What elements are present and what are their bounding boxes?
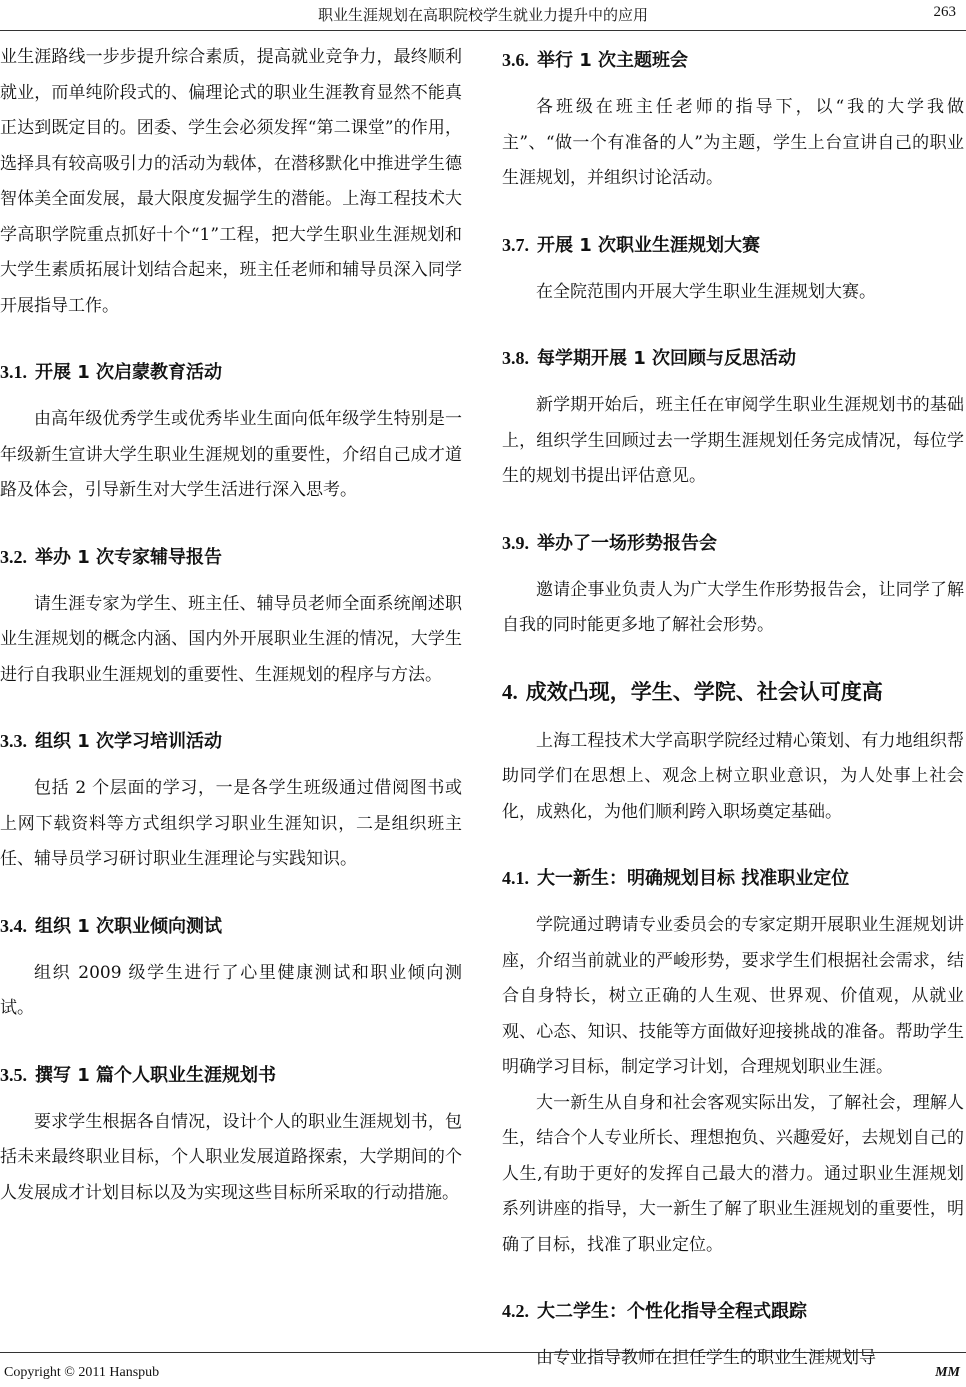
section-number: 4. bbox=[502, 679, 518, 704]
page-footer bbox=[0, 1352, 966, 1387]
section-paragraph: 包括 2 个层面的学习，一是各学生班级通过借阅图书或上网下载资料等方式组织学习职业生涯知识，二是组织班主任、辅导员学习研讨职业生涯理论与实践知识。 bbox=[0, 778, 462, 869]
section-heading-4-2 bbox=[502, 1299, 964, 1324]
section-number: 3.1. bbox=[0, 362, 27, 382]
section-heading-3-8 bbox=[502, 346, 964, 371]
section-paragraph: 由专业指导教师在担任学生的职业生涯规划导 bbox=[536, 1348, 876, 1368]
section-heading-3-1 bbox=[0, 360, 462, 385]
intro-paragraph: 业生涯路线一步步提升综合素质，提高就业竞争力，最终顺利就业，而单纯阶段式的、偏理论式的职业生涯教育显然不能真正达到既定目的。团委、学生会必须发挥“第二课堂”的作用，选择具有较高吸引力的活动为载体，在潜移默化中推进学生德智体美全面发展，最大限度发掘学生的潜能。上海工程技术大学高职学院重点抓好十个“1”工程，把大学生职业生涯规划和大学生素质拓展计划结合起来，班主任老师和辅导员深入同学开展指导工作。 bbox=[0, 47, 462, 316]
section-number: 3.7. bbox=[502, 234, 529, 255]
section-paragraph: 上海工程技术大学高职学院经过精心策划、有力地组织帮助同学们在思想上、观念上树立职业意识，为人处事上社会化，成熟化，为他们顺利跨入职场奠定基础。 bbox=[502, 730, 964, 822]
section-paragraph: 大一新生从自身和社会客观实际出发，了解社会，理解人生，结合个人专业所长、理想抱负、兴趣爱好，去规划自己的人生,有助于更好的发挥自己最大的潜力。通过职业生涯规划系列讲座的指导，大一新生了解了职业生涯规划的重要性，明确了目标，找准了职业定位。 bbox=[502, 1092, 964, 1255]
section-title: 开展 1 次职业生涯规划大赛 bbox=[537, 234, 761, 256]
page-header bbox=[0, 0, 966, 31]
section-paragraph: 新学期开始后，班主任在审阅学生职业生涯规划书的基础上，组织学生回顾过去一学期生涯规划任务完成情况，每位学生的规划书提出评估意见。 bbox=[502, 395, 964, 486]
section-paragraph: 由高年级优秀学生或优秀毕业生面向低年级学生特别是一年级新生宣讲大学生职业生涯规划的重要性，介绍自己成才道路及体会，引导新生对大学生活进行深入思考。 bbox=[0, 409, 462, 500]
section-paragraph: 邀请企事业负责人为广大学生作形势报告会，让同学了解自我的同时能更多地了解社会形势。 bbox=[502, 579, 964, 635]
section-number: 4.2. bbox=[502, 1301, 529, 1321]
section-title: 组织 1 次职业倾向测试 bbox=[35, 915, 223, 937]
section-heading-3-4 bbox=[0, 914, 462, 939]
section-title: 成效凸现，学生、学院、社会认可度高 bbox=[525, 679, 883, 704]
section-heading-3-2 bbox=[0, 545, 462, 570]
section-title: 举办了一场形势报告会 bbox=[537, 532, 717, 554]
journal-abbreviation: MM bbox=[935, 1365, 960, 1380]
copyright-notice: Copyright © 2011 Hanspub bbox=[4, 1365, 160, 1380]
section-heading-4 bbox=[502, 678, 964, 706]
section-title: 举办 1 次专家辅导报告 bbox=[35, 546, 223, 568]
section-number: 3.6. bbox=[502, 50, 529, 70]
section-number: 4.1. bbox=[502, 868, 529, 888]
section-paragraph: 各班级在班主任老师的指导下，以“我的大学我做主”、“做一个有准备的人”为主题，学生上台宣讲自己的职业生涯规划，并组织讨论活动。 bbox=[502, 97, 964, 188]
section-number: 3.8. bbox=[502, 348, 529, 368]
section-number: 3.4. bbox=[0, 915, 27, 936]
section-paragraph: 组织 2009 级学生进行了心里健康测试和职业倾向测试。 bbox=[0, 962, 462, 1018]
section-number: 3.9. bbox=[502, 532, 529, 553]
section-heading-3-3 bbox=[0, 729, 462, 754]
section-heading-4-1 bbox=[502, 866, 964, 891]
section-title: 每学期开展 1 次回顾与反思活动 bbox=[537, 348, 797, 369]
section-title: 大一新生：明确规划目标 找准职业定位 bbox=[537, 868, 850, 889]
running-title: 职业生涯规划在高职院校学生就业力提升中的应用 bbox=[317, 6, 648, 24]
section-title: 举行 1 次主题班会 bbox=[537, 50, 689, 71]
section-heading-3-5 bbox=[0, 1063, 462, 1088]
section-number: 3.2. bbox=[0, 546, 27, 567]
section-heading-3-6 bbox=[502, 48, 964, 73]
section-paragraph: 要求学生根据各自情况，设计个人的职业生涯规划书，包括未来最终职业目标，个人职业发展道路探索，大学期间的个人发展成才计划目标以及为实现这些目标所采取的行动措施。 bbox=[0, 1111, 462, 1203]
section-number: 3.3. bbox=[0, 731, 27, 751]
page-number: 263 bbox=[933, 4, 956, 20]
section-paragraph: 请生涯专家为学生、班主任、辅导员老师全面系统阐述职业生涯规划的概念内涵、国内外开展职业生涯的情况，大学生进行自我职业生涯规划的重要性、生涯规划的程序与方法。 bbox=[0, 593, 462, 685]
section-title: 组织 1 次学习培训活动 bbox=[35, 731, 223, 752]
section-heading-3-7 bbox=[502, 233, 964, 258]
section-paragraph: 在全院范围内开展大学生职业生涯规划大赛。 bbox=[536, 281, 876, 302]
section-title: 大二学生：个性化指导全程式跟踪 bbox=[537, 1301, 807, 1322]
section-number: 3.5. bbox=[0, 1064, 27, 1085]
section-paragraph: 学院通过聘请专业委员会的专家定期开展职业生涯规划讲座，介绍当前就业的严峻形势，要求学生们根据社会需求，结合自身特长，树立正确的人生观、世界观、价值观，从就业观、心态、知识、技能等方面做好迎接挑战的准备。帮助学生明确学习目标，制定学习计划，合理规划职业生涯。 bbox=[502, 915, 964, 1077]
section-title: 撰写 1 篇个人职业生涯规划书 bbox=[35, 1064, 277, 1086]
right-column bbox=[502, 40, 964, 1377]
section-title: 开展 1 次启蒙教育活动 bbox=[35, 362, 223, 383]
section-heading-3-9 bbox=[502, 531, 964, 556]
left-column bbox=[0, 40, 462, 1211]
